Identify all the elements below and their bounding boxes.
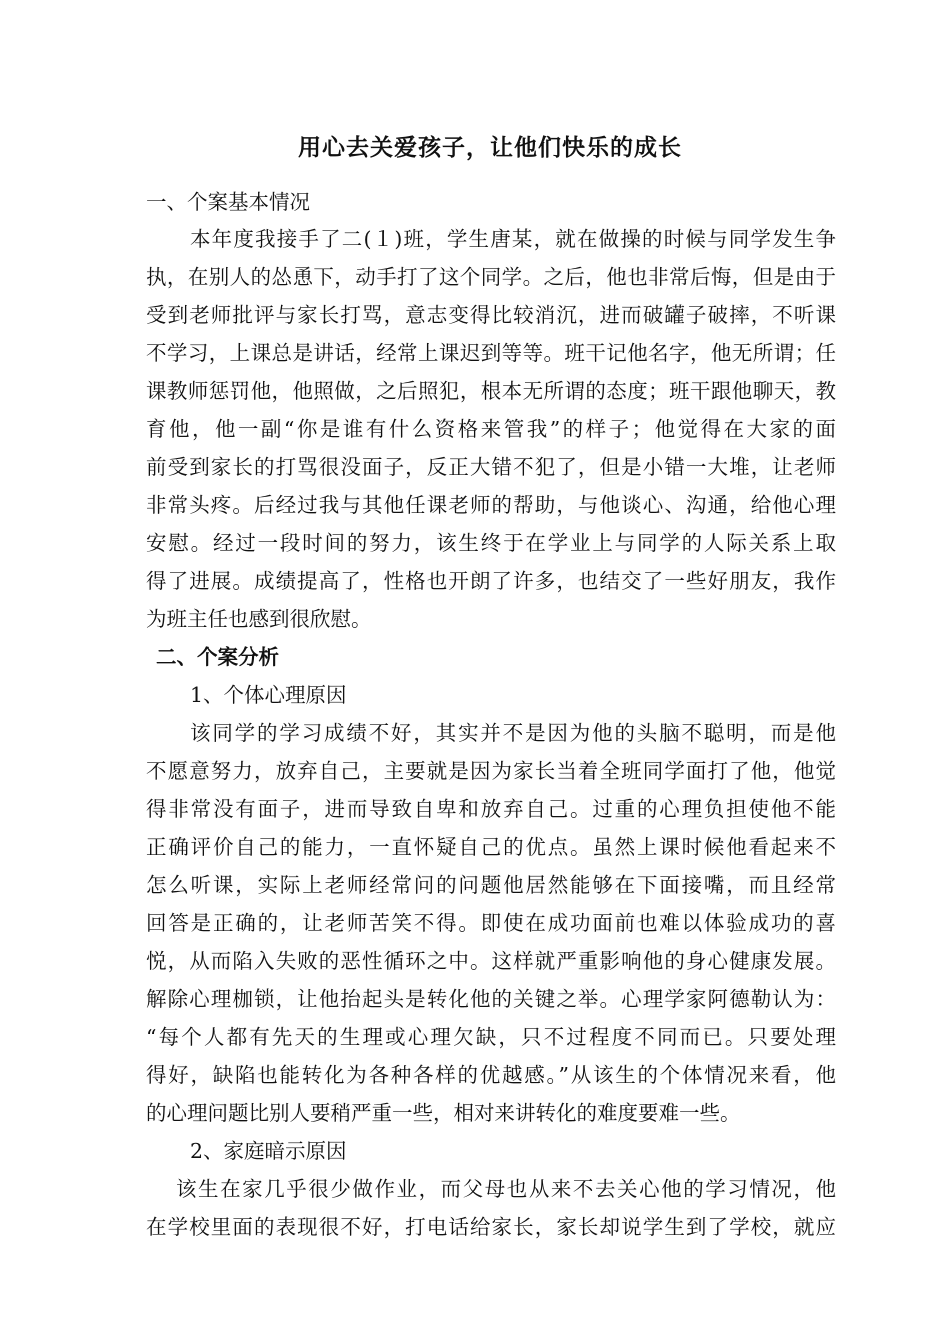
paragraph-line: 受到老师批评与家长打骂，意志变得比较消沉，进而破罐子破摔，不听课 <box>146 303 836 327</box>
paragraph-line: 执，在别人的怂恿下，动手打了这个同学。之后，他也非常后悔，但是由于 <box>146 265 836 289</box>
paragraph-line: 在学校里面的表现很不好，打电话给家长，家长却说学生到了学校，就应 <box>146 1215 836 1239</box>
paragraph-line: 非常头疼。后经过我与其他任课老师的帮助，与他谈心、沟通，给他心理 <box>146 493 836 517</box>
paragraph-line: 不学习，上课总是讲话，经常上课迟到等等。班干记他名字，他无所谓；任 <box>146 341 836 365</box>
subsection-heading-psychology: 1、个体心理原因 <box>190 683 347 707</box>
document-title: 用心去关爱孩子，让他们快乐的成长 <box>298 134 682 161</box>
paragraph-line: 解除心理枷锁，让他抬起头是转化他的关键之举。心理学家阿德勒认为： <box>146 987 836 1011</box>
paragraph-line: 本年度我接手了二(１)班，学生唐某，就在做操的时候与同学发生争 <box>190 227 836 251</box>
paragraph-line: 悦，从而陷入失败的恶性循环之中。这样就严重影响他的身心健康发展。 <box>146 949 836 973</box>
subsection-heading-family: 2、家庭暗示原因 <box>190 1139 347 1163</box>
paragraph-line: 该同学的学习成绩不好，其实并不是因为他的头脑不聪明，而是他 <box>190 721 836 745</box>
paragraph-line: 安慰。经过一段时间的努力，该生终于在学业上与同学的人际关系上取 <box>146 531 836 555</box>
paragraph-line: 为班主任也感到很欣慰。 <box>146 607 372 631</box>
paragraph-line: 得好，缺陷也能转化为各种各样的优越感。”从该生的个体情况来看，他 <box>146 1063 836 1087</box>
section-heading-basic-info: 一、个案基本情况 <box>146 190 310 214</box>
paragraph-line: 该生在家几乎很少做作业，而父母也从来不去关心他的学习情况，他 <box>176 1177 836 1201</box>
paragraph-line: 育他，他一副“你是谁有什么资格来管我”的样子；他觉得在大家的面 <box>146 417 836 441</box>
paragraph-line: 怎么听课，实际上老师经常问的问题他居然能够在下面接嘴，而且经常 <box>146 873 836 897</box>
paragraph-line: 正确评价自己的能力，一直怀疑自己的优点。虽然上课时候他看起来不 <box>146 835 836 859</box>
paragraph-line: 回答是正确的，让老师苦笑不得。即使在成功面前也难以体验成功的喜 <box>146 911 836 935</box>
paragraph-line: 不愿意努力，放弃自己，主要就是因为家长当着全班同学面打了他，他觉 <box>146 759 836 783</box>
paragraph-line: 得非常没有面子，进而导致自卑和放弃自己。过重的心理负担使他不能 <box>146 797 836 821</box>
paragraph-line: 得了进展。成绩提高了，性格也开朗了许多，也结交了一些好朋友，我作 <box>146 569 836 593</box>
paragraph-line: 前受到家长的打骂很没面子，反正大错不犯了，但是小错一大堆，让老师 <box>146 455 836 479</box>
paragraph-line: 课教师惩罚他，他照做，之后照犯，根本无所谓的态度；班干跟他聊天，教 <box>146 379 836 403</box>
paragraph-line: “每个人都有先天的生理或心理欠缺，只不过程度不同而已。只要处理 <box>146 1025 836 1049</box>
paragraph-line: 的心理问题比别人要稍严重一些，相对来讲转化的难度要难一些。 <box>146 1101 741 1125</box>
section-heading-analysis: 二、个案分析 <box>156 645 279 669</box>
